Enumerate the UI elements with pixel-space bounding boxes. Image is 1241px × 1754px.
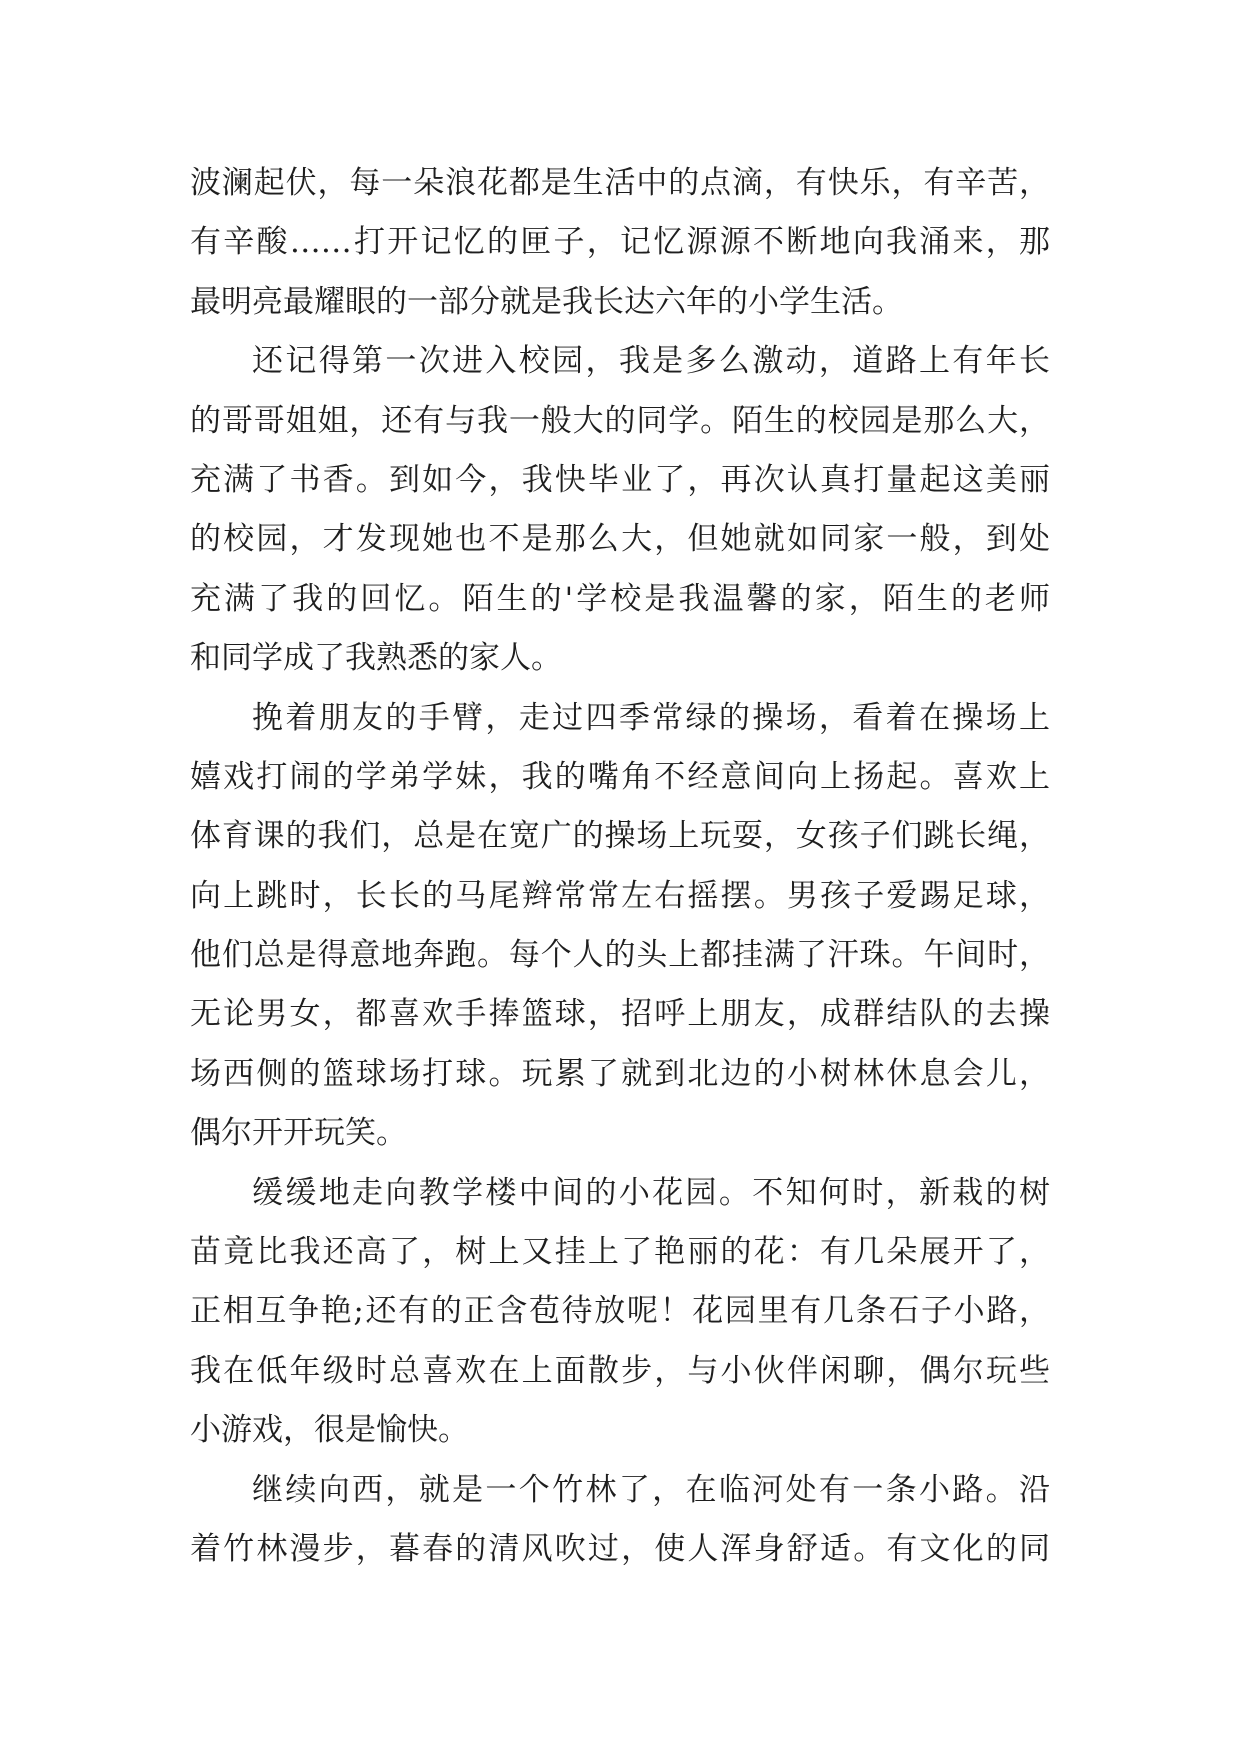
text-line: 有辛酸……打开记忆的匣子，记忆源源不断地向我涌来，那 <box>190 224 1050 261</box>
text-line: 还记得第一次进入校园，我是多么激动，道路上有年长 <box>252 343 1050 380</box>
text-line: 嬉戏打闹的学弟学妹，我的嘴角不经意间向上扬起。喜欢上 <box>190 758 1050 795</box>
text-line: 充满了我的回忆。陌生的'学校是我温馨的家，陌生的老师 <box>190 580 1050 617</box>
paragraph <box>190 1461 1050 1580</box>
paragraph <box>190 1164 1050 1461</box>
text-line: 向上跳时，长长的马尾辫常常左右摇摆。男孩子爱踢足球， <box>190 877 1050 914</box>
text-line: 着竹林漫步，暮春的清风吹过，使人浑身舒适。有文化的同 <box>190 1530 1050 1567</box>
text-line: 波澜起伏，每一朵浪花都是生活中的点滴，有快乐，有辛苦， <box>190 165 1050 201</box>
text-line: 缓缓地走向教学楼中间的小花园。不知何时，新栽的树 <box>252 1174 1050 1211</box>
paragraph <box>190 332 1050 688</box>
text-line: 他们总是得意地奔跑。每个人的头上都挂满了汗珠。午间时， <box>190 937 1050 974</box>
text-line: 体育课的我们，总是在宽广的操场上玩耍，女孩子们跳长绳， <box>190 818 1050 855</box>
text-line: 正相互争艳;还有的正含苞待放呢！花园里有几条石子小路， <box>190 1293 1050 1330</box>
text-line: 最明亮最耀眼的一部分就是我长达六年的小学生活。 <box>190 283 903 320</box>
text-line: 的哥哥姐姐，还有与我一般大的同学。陌生的校园是那么大， <box>190 402 1050 439</box>
text-line: 苗竟比我还高了，树上又挂上了艳丽的花：有几朵展开了， <box>190 1234 1050 1271</box>
text-line: 我在低年级时总喜欢在上面散步，与小伙伴闲聊，偶尔玩些 <box>190 1352 1050 1389</box>
text-line: 和同学成了我熟悉的家人。 <box>190 640 562 677</box>
text-line: 继续向西，就是一个竹林了，在临河处有一条小路。沿 <box>252 1471 1050 1508</box>
text-line: 的校园，才发现她也不是那么大，但她就如同家一般，到处 <box>190 521 1050 558</box>
text-line: 偶尔开开玩笑。 <box>190 1115 407 1152</box>
paragraph <box>190 154 1050 332</box>
text-line: 无论男女，都喜欢手捧篮球，招呼上朋友，成群结队的去操 <box>190 996 1050 1033</box>
text-line: 场西侧的篮球场打球。玩累了就到北边的小树林休息会儿， <box>190 1055 1050 1092</box>
paragraph <box>190 689 1050 1164</box>
text-line: 挽着朋友的手臂，走过四季常绿的操场，看着在操场上 <box>252 699 1050 736</box>
text-line: 小游戏，很是愉快。 <box>190 1412 469 1449</box>
body-text <box>190 154 1050 1579</box>
text-line: 充满了书香。到如今，我快毕业了，再次认真打量起这美丽 <box>190 461 1050 498</box>
